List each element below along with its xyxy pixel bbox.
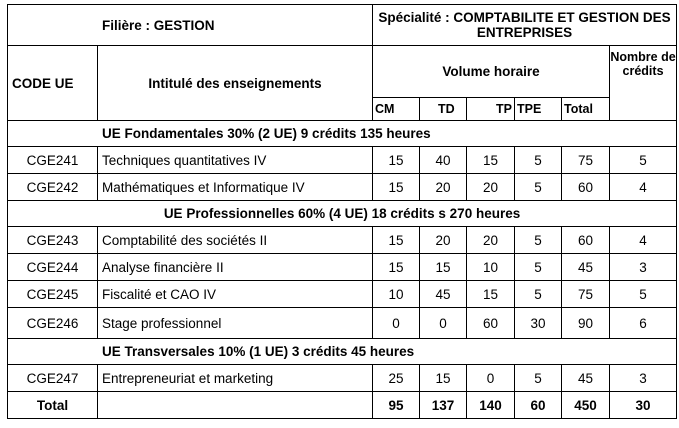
- specialite-label: Spécialité : COMPTABILITE ET GESTION DES ENTREPRISES: [373, 5, 677, 46]
- total-tpe-cell: 60: [515, 392, 562, 419]
- td-cell: 20: [420, 174, 467, 201]
- credits-cell: 4: [610, 227, 677, 254]
- tpe-cell: 5: [515, 147, 562, 174]
- section-row: [8, 339, 677, 365]
- td-cell: 20: [420, 227, 467, 254]
- cm-cell: 0: [373, 308, 420, 339]
- total-cell: 90: [562, 308, 610, 339]
- total-label: Total: [8, 392, 98, 419]
- code-ue-header: CODE UE: [8, 46, 98, 121]
- total-tp-cell: 140: [467, 392, 515, 419]
- total-row: [8, 392, 677, 419]
- total-td-cell: 137: [420, 392, 467, 419]
- tpe-cell: 5: [515, 254, 562, 281]
- cm-cell: 25: [373, 365, 420, 392]
- code-cell: CGE245: [8, 281, 98, 308]
- credits-cell: 5: [610, 147, 677, 174]
- td-cell: 15: [420, 254, 467, 281]
- cm-cell: 15: [373, 227, 420, 254]
- tpe-cell: 5: [515, 281, 562, 308]
- total-intitule-empty: [98, 392, 373, 419]
- cm-header: CM: [373, 98, 420, 121]
- tp-cell: 0: [467, 365, 515, 392]
- td-header: TD: [420, 98, 467, 121]
- total-cm-cell: 95: [373, 392, 420, 419]
- tpe-cell: 5: [515, 174, 562, 201]
- total-credits-cell: 30: [610, 392, 677, 419]
- nombre-credits-header: Nombre de crédits: [610, 46, 677, 121]
- header-row-1: [8, 5, 677, 46]
- table-row: [8, 365, 677, 392]
- volume-horaire-header: Volume horaire: [373, 46, 610, 98]
- tp-cell: 15: [467, 147, 515, 174]
- cm-cell: 15: [373, 147, 420, 174]
- cm-cell: 15: [373, 254, 420, 281]
- tp-header: TP: [467, 98, 515, 121]
- total-cell: 75: [562, 147, 610, 174]
- total-header: Total: [562, 98, 610, 121]
- tp-cell: 10: [467, 254, 515, 281]
- total-cell: 45: [562, 254, 610, 281]
- intitule-cell: Stage professionnel: [98, 308, 373, 339]
- intitule-cell: Techniques quantitatives IV: [98, 147, 373, 174]
- curriculum-table: [7, 4, 677, 419]
- total-total-cell: 450: [562, 392, 610, 419]
- cm-cell: 10: [373, 281, 420, 308]
- section-title-transversales: UE Transversales 10% (1 UE) 3 crédits 45 heures: [8, 339, 677, 365]
- section-title-professionnelles: UE Professionnelles 60% (4 UE) 18 crédits s 270 heures: [8, 201, 677, 227]
- intitule-cell: Entrepreneuriat et marketing: [98, 365, 373, 392]
- td-cell: 40: [420, 147, 467, 174]
- cm-cell: 15: [373, 174, 420, 201]
- table-row: [8, 174, 677, 201]
- code-cell: CGE241: [8, 147, 98, 174]
- intitule-cell: Analyse financière II: [98, 254, 373, 281]
- total-cell: 45: [562, 365, 610, 392]
- total-cell: 60: [562, 227, 610, 254]
- intitule-cell: Comptabilité des sociétés II: [98, 227, 373, 254]
- total-cell: 75: [562, 281, 610, 308]
- total-cell: 60: [562, 174, 610, 201]
- table-row: [8, 281, 677, 308]
- code-cell: CGE244: [8, 254, 98, 281]
- td-cell: 15: [420, 365, 467, 392]
- table-row: [8, 147, 677, 174]
- tp-cell: 15: [467, 281, 515, 308]
- tp-cell: 20: [467, 227, 515, 254]
- table-row: [8, 227, 677, 254]
- section-title-fondamentales: UE Fondamentales 30% (2 UE) 9 crédits 135 heures: [8, 121, 677, 147]
- tp-cell: 20: [467, 174, 515, 201]
- code-cell: CGE247: [8, 365, 98, 392]
- intitule-cell: Mathématiques et Informatique IV: [98, 174, 373, 201]
- intitule-cell: Fiscalité et CAO IV: [98, 281, 373, 308]
- td-cell: 0: [420, 308, 467, 339]
- header-row-2: [8, 46, 677, 98]
- code-cell: CGE246: [8, 308, 98, 339]
- tpe-cell: 5: [515, 227, 562, 254]
- credits-cell: 6: [610, 308, 677, 339]
- filiere-label: Filière : GESTION: [8, 5, 373, 46]
- tpe-cell: 5: [515, 365, 562, 392]
- credits-cell: 4: [610, 174, 677, 201]
- table-row: [8, 254, 677, 281]
- credits-cell: 5: [610, 281, 677, 308]
- td-cell: 45: [420, 281, 467, 308]
- section-row: [8, 121, 677, 147]
- tpe-header: TPE: [515, 98, 562, 121]
- section-row: [8, 201, 677, 227]
- intitule-header: Intitulé des enseignements: [98, 46, 373, 121]
- code-cell: CGE242: [8, 174, 98, 201]
- credits-cell: 3: [610, 365, 677, 392]
- tp-cell: 60: [467, 308, 515, 339]
- code-cell: CGE243: [8, 227, 98, 254]
- tpe-cell: 30: [515, 308, 562, 339]
- table-row: [8, 308, 677, 339]
- credits-cell: 3: [610, 254, 677, 281]
